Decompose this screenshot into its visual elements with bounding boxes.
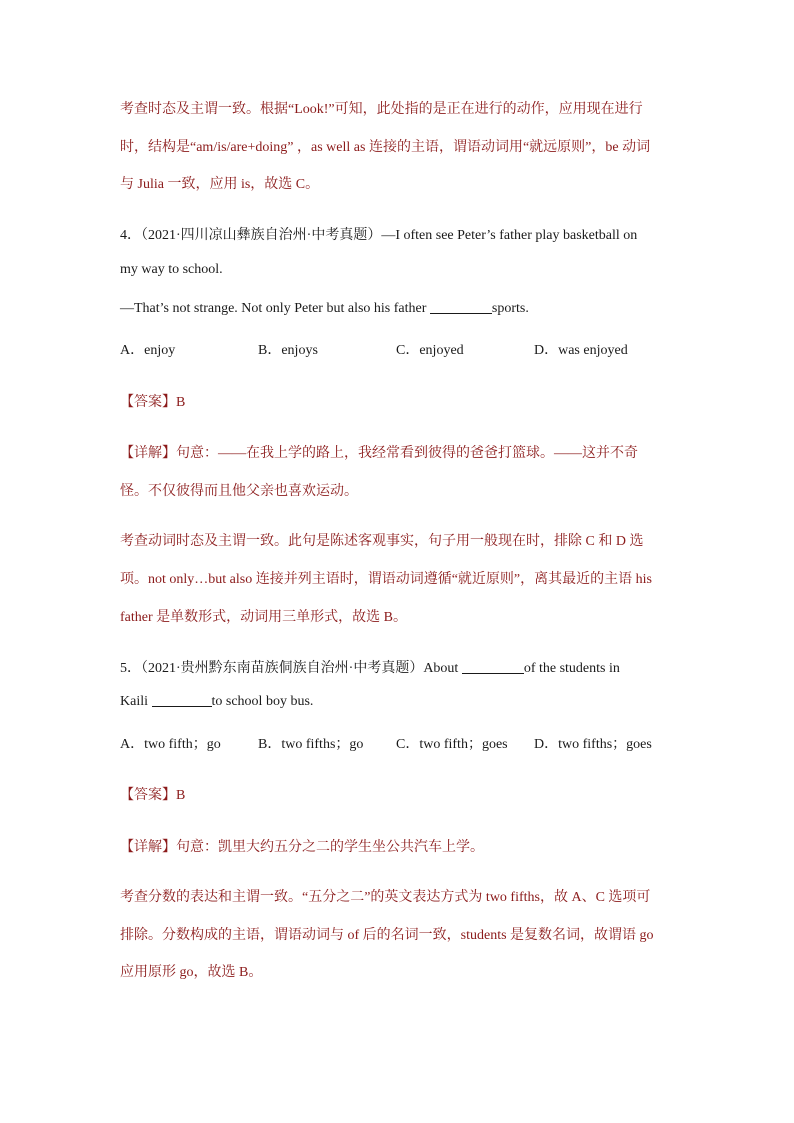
q4-stem-line-3-pre: —That’s not strange. Not only Peter but also his father [120,301,430,316]
q4-stem-line-1: 4．（2021·四川凉山彝族自治州·中考真题）—I often see Peter’s father play basketball on [120,228,638,243]
q4-detail-line-2: 怪。不仅彼得而且他父亲也喜欢运动。 [120,484,358,499]
q5-explanation-line-1: 考查分数的表达和主谓一致。“五分之二”的英文表达方式为 two fifths，故 A、C 选项可 [120,890,651,905]
q4-answer: 【答案】B [120,395,186,410]
q5-explanation-line-2: 排除。分数构成的主语，谓语动词与 of 后的名词一致，students 是复数名词，故谓语 go [120,928,654,943]
q4-explanation-line-1: 考查动词时态及主谓一致。此句是陈述客观事实，句子用一般现在时，排除 C 和 D 选 [120,534,644,549]
q5-explanation-line-3: 应用原形 go，故选 B。 [120,965,263,980]
q4-answer-blank [430,299,492,314]
q5-stem-line-2 [120,692,313,712]
q5-answer: 【答案】B [120,788,186,803]
q5-option-b: B．two fifths；go [258,737,364,752]
q5-stem-line-2-pre: Kaili [120,694,152,709]
q5-option-d: D．two fifths；goes [534,737,652,752]
q3-explanation-line-1: 考查时态及主谓一致。根据“Look!”可知，此处指的是正在进行的动作，应用现在进行 [120,102,643,117]
q5-stem-line-1 [120,659,620,679]
q4-explanation-line-3: father 是单数形式，动词用三单形式，故选 B。 [120,610,407,625]
q4-option-a: A．enjoy [120,343,176,358]
q4-option-c: C．enjoyed [396,343,464,358]
q4-stem-line-3 [120,299,529,319]
q3-explanation-line-3: 与 Julia 一致，应用 is，故选 C。 [120,177,320,192]
q5-option-a: A．two fifth；go [120,737,221,752]
q5-answer-blank-2 [152,692,212,707]
q5-stem-line-1-pre: 5．（2021·贵州黔东南苗族侗族自治州·中考真题）About [120,661,462,676]
q4-option-d: D．was enjoyed [534,343,628,358]
q4-stem-line-2: my way to school. [120,262,223,277]
q5-option-c: C．two fifth；goes [396,737,508,752]
q5-stem-line-2-post: to school boy bus. [211,694,314,709]
q4-option-b: B．enjoys [258,343,318,358]
q4-explanation-line-2: 项。not only…but also 连接并列主语时，谓语动词遵循“就近原则”，离其最近的主语 his [120,572,652,587]
q4-detail-line-1: 【详解】句意：——在我上学的路上，我经常看到彼得的爸爸打篮球。——这并不奇 [120,446,638,461]
q3-explanation-line-2: 时，结构是“am/is/are+doing” ，as well as 连接的主语，谓语动词用“就远原则”，be 动词 [120,140,651,155]
q5-answer-blank-1 [462,659,524,674]
q5-detail-line-1: 【详解】句意：凯里大约五分之二的学生坐公共汽车上学。 [120,840,484,855]
q4-stem-line-3-post: sports. [491,301,529,316]
q5-stem-line-1-post: of the students in [523,661,620,676]
